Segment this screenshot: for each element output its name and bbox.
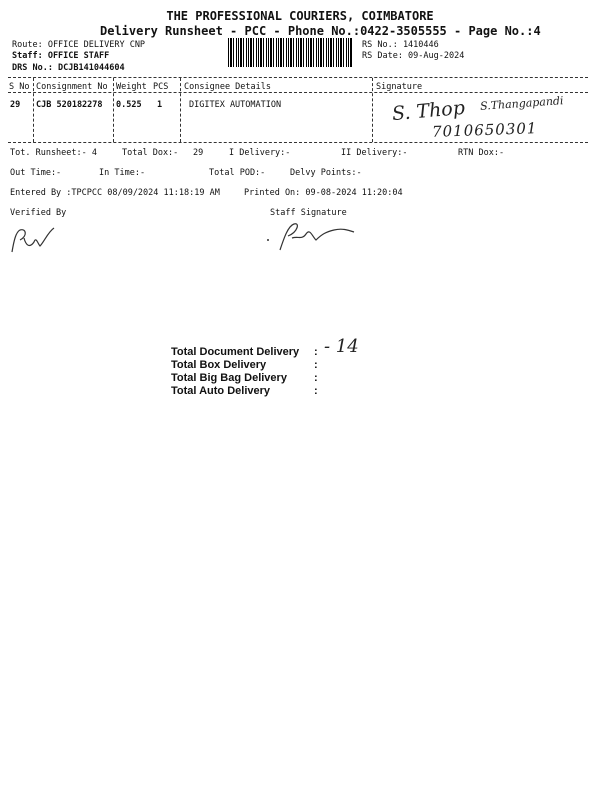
cell-consignee: DIGITEX AUTOMATION: [189, 100, 282, 110]
col-header-consignee: Consignee Details: [184, 82, 271, 92]
column-divider: [372, 78, 373, 142]
handwritten-name: S.Thangapandi: [479, 94, 564, 113]
table-bottom-rule: [8, 142, 588, 143]
total-document-delivery-label: Total Document Delivery: [171, 346, 300, 358]
handwritten-scribble: S. Thop: [391, 96, 466, 126]
in-time: In Time:-: [99, 168, 146, 178]
total-pod: Total POD:-: [209, 168, 266, 178]
drs-number: DRS No.: DCJB141044604: [12, 63, 125, 73]
tot-runsheet: Tot. Runsheet:- 4: [10, 148, 97, 158]
col-header-pcs: PCS: [153, 82, 169, 92]
handwritten-phone: 7010650301: [431, 119, 538, 141]
barcode: [228, 38, 353, 67]
entered-by: Entered By :TPCPCC 08/09/2024 11:18:19 AM: [10, 188, 220, 198]
verified-by-label: Verified By: [10, 208, 67, 218]
document-title: THE PROFESSIONAL COURIERS, COIMBATORE: [166, 9, 434, 23]
rs-date: RS Date: 09-Aug-2024: [362, 51, 465, 61]
total-big-bag-delivery-label: Total Big Bag Delivery: [171, 372, 287, 384]
i-delivery: I Delivery:-: [229, 148, 291, 158]
total-box-delivery-label: Total Box Delivery: [171, 359, 267, 371]
col-header-weight: Weight: [116, 82, 147, 92]
staff-label: Staff: OFFICE STAFF: [12, 51, 110, 61]
out-time: Out Time:-: [10, 168, 62, 178]
document-subtitle: Delivery Runsheet - PCC - Phone No.:0422-3505555 - Page No.:4: [100, 24, 541, 38]
printed-on: Printed On: 09-08-2024 11:20:04: [244, 188, 403, 198]
document-delivery-value: - 14: [324, 336, 359, 357]
cell-weight: 0.525: [116, 100, 142, 110]
stamp-colon: :: [314, 359, 318, 371]
stamp-colon: :: [314, 346, 318, 358]
stamp-colon: :: [314, 372, 318, 384]
rtn-dox: RTN Dox:-: [458, 148, 505, 158]
rs-number: RS No.: 1410446: [362, 40, 439, 50]
stamp-colon: :: [314, 385, 318, 397]
ii-delivery: II Delivery:-: [341, 148, 408, 158]
cell-sno: 29: [10, 100, 21, 110]
cell-consignment: CJB 520182278: [36, 100, 103, 110]
cell-pcs: 1: [157, 100, 163, 110]
total-auto-delivery-label: Total Auto Delivery: [171, 385, 271, 397]
total-dox-label: Total Dox:-: [122, 148, 179, 158]
route-label: Route: OFFICE DELIVERY CNP: [12, 40, 146, 50]
col-header-consignment: Consignment No: [36, 82, 108, 92]
staff-signature-icon: [262, 218, 358, 254]
column-divider: [113, 78, 114, 142]
verified-signature-icon: [6, 222, 66, 262]
column-divider: [33, 78, 34, 142]
table-header-rule: [8, 92, 588, 93]
staff-signature-label: Staff Signature: [270, 208, 347, 218]
delvy-points: Delvy Points:-: [290, 168, 362, 178]
table-top-rule: [8, 77, 588, 78]
total-dox-value: 29: [193, 148, 204, 158]
col-header-sno: S No: [9, 82, 30, 92]
col-header-signature: Signature: [376, 82, 423, 92]
column-divider: [180, 78, 181, 142]
